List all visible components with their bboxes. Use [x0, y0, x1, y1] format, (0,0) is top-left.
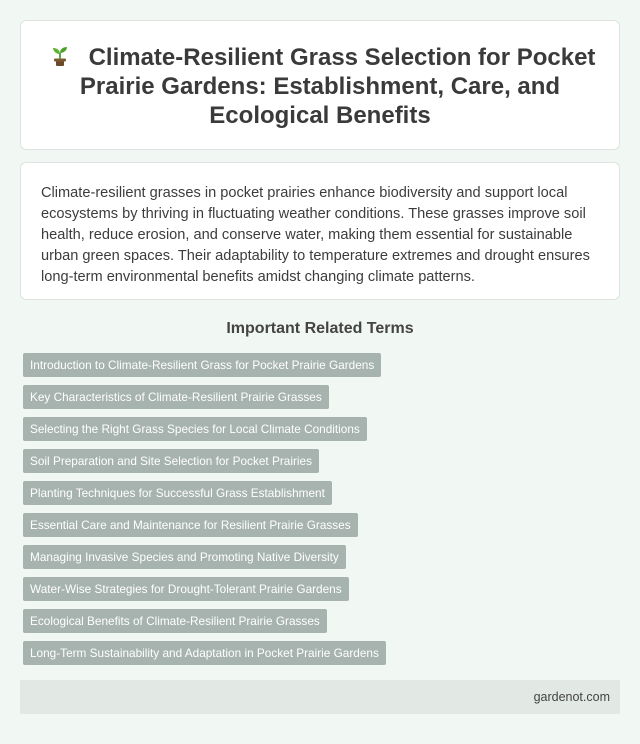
related-term-tag[interactable]: Introduction to Climate-Resilient Grass for Pocket Prairie Gardens [23, 353, 381, 377]
seedling-icon [45, 45, 75, 67]
related-term-tag[interactable]: Ecological Benefits of Climate-Resilient Prairie Grasses [23, 609, 327, 633]
summary-text: Climate-resilient grasses in pocket prairies enhance biodiversity and support local ecosystems by thriving in fluctuating weather conditions. These grasses improve soil health, reduce erosion, and conserve water, making them essential for sustainable urban green spaces. Their adaptability to temperature extremes and drought ensures long-term environmental benefits amidst changing climate patterns. [41, 185, 590, 285]
page-title-text: Climate-Resilient Grass Selection for Pocket Prairie Gardens: Establishment, Care, and Ecological Benefits [79, 44, 596, 129]
page-title [31, 43, 609, 130]
related-term-tag[interactable]: Selecting the Right Grass Species for Local Climate Conditions [23, 417, 367, 441]
related-term-tag[interactable]: Key Characteristics of Climate-Resilient Prairie Grasses [23, 385, 329, 409]
site-link[interactable]: gardenot.com [533, 690, 610, 704]
related-term-tag[interactable]: Soil Preparation and Site Selection for Pocket Prairies [23, 449, 319, 473]
related-terms-list [23, 353, 386, 673]
footer [20, 680, 620, 714]
related-terms-heading: Important Related Terms [226, 320, 414, 337]
title-card [20, 20, 620, 150]
related-term-tag[interactable]: Planting Techniques for Successful Grass Establishment [23, 481, 332, 505]
related-term-tag[interactable]: Managing Invasive Species and Promoting Native Diversity [23, 545, 346, 569]
related-term-tag[interactable]: Water-Wise Strategies for Drought-Tolerant Prairie Gardens [23, 577, 349, 601]
related-term-tag[interactable]: Essential Care and Maintenance for Resilient Prairie Grasses [23, 513, 358, 537]
summary-card [20, 162, 620, 300]
related-term-tag[interactable]: Long-Term Sustainability and Adaptation in Pocket Prairie Gardens [23, 641, 386, 665]
